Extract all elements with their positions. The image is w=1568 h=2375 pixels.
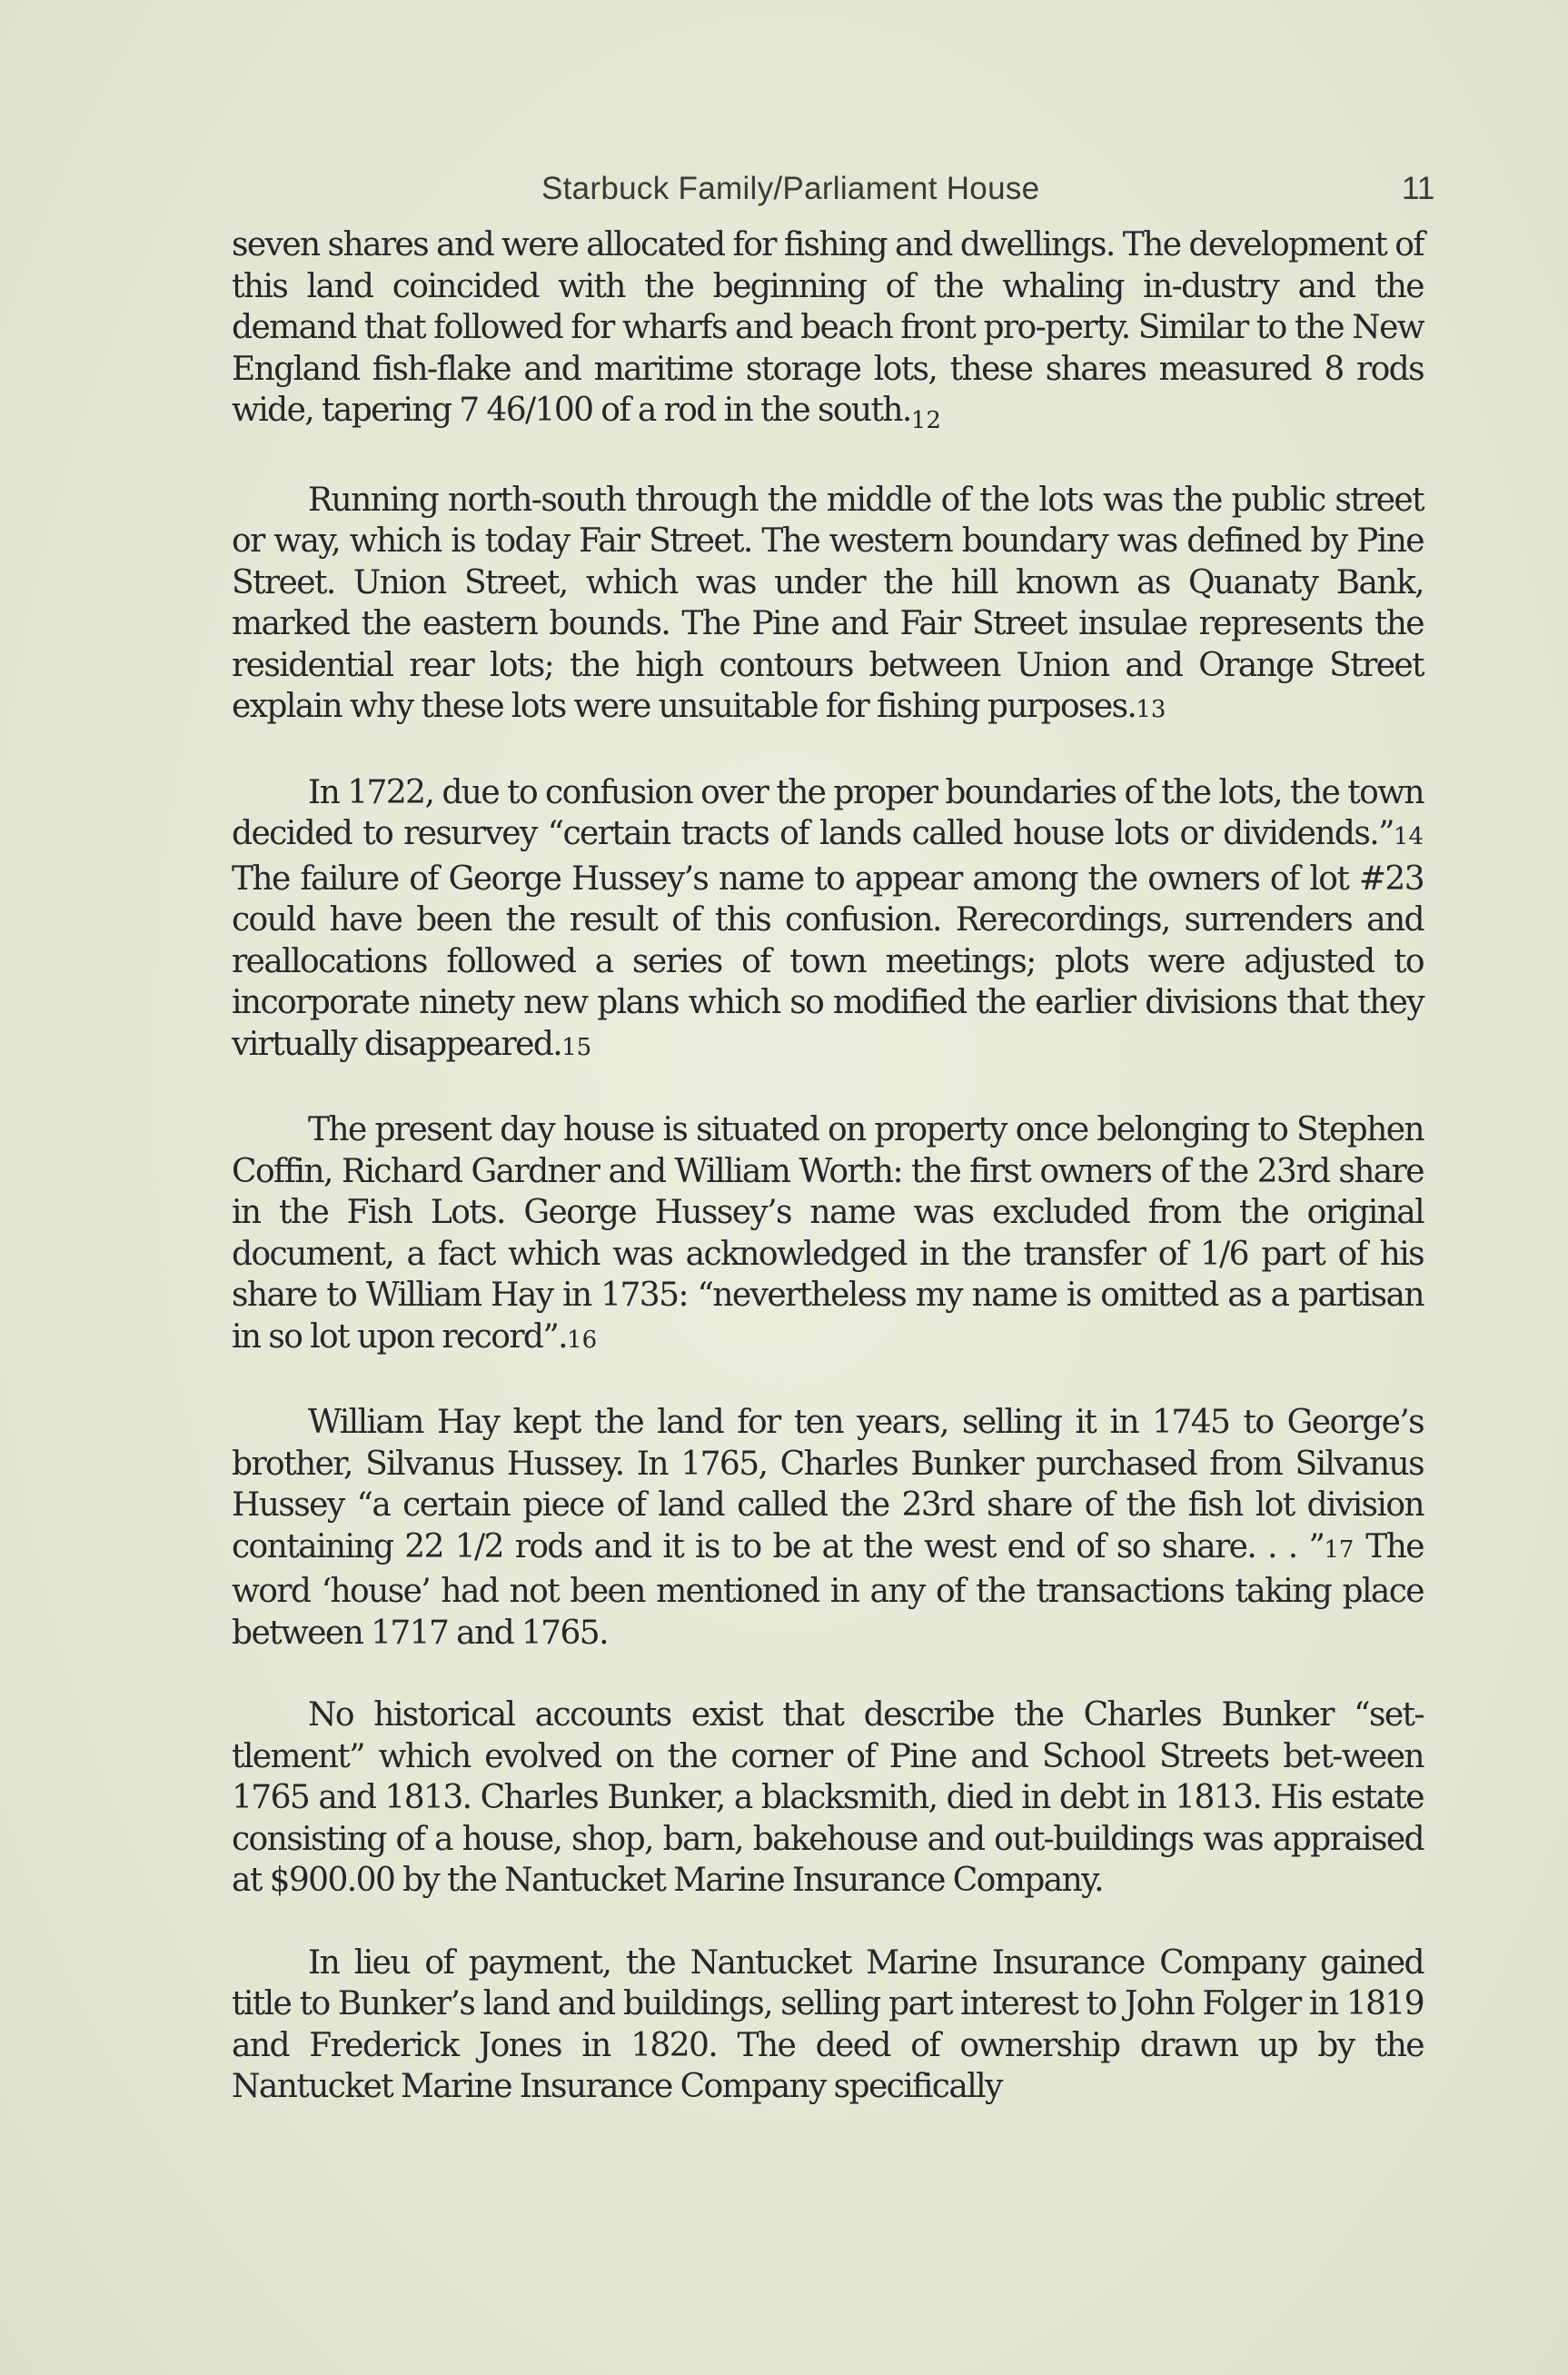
- paragraph-5-text-after: The word ‘house’ had not been mentioned in any of the transactions taking place between 1717 and 1765.: [232, 1527, 1424, 1652]
- paragraph-5-text-before: William Hay kept the land for ten years, selling it in 1745 to George’s brother, Silvanus Hussey. In 1765, Charles Bunker purchased from Silvanus Hussey “a certain piece of land called the 23rd share of the fish lot division containing 22 1/2 rods and it is to be at the west end of so share. . . ”: [232, 1404, 1424, 1565]
- paragraph-5: [232, 1402, 1424, 1654]
- paragraph-6: [232, 1694, 1424, 1902]
- footnote-ref-12: 12: [910, 407, 941, 434]
- paragraph-4: [232, 1109, 1424, 1361]
- paragraph-7-text: In lieu of payment, the Nantucket Marine Insurance Company gained title to Bunker’s land and buildings, selling part interest to John Folger in 1819 and Frederick Jones in 1820. The deed of ownership drawn up by the Nantucket Marine Insurance Company specifically: [232, 1943, 1424, 2105]
- paragraph-3-text-after: The failure of George Hussey’s name to appear among the owners of lot #23 could have been the result of this confusion. Rerecordings, surrenders and reallocations followed a series of town meetings; plots were adjusted to incorporate ninety new plans which so modified the earlier divisions that they virtually disappeared.: [232, 860, 1424, 1063]
- page-number: 11: [1402, 171, 1435, 206]
- footnote-ref-13: 13: [1136, 696, 1166, 723]
- paragraph-2: [232, 480, 1424, 731]
- footnote-ref-15: 15: [561, 1033, 592, 1061]
- paragraph-7: [232, 1943, 1424, 2108]
- paragraph-6-text: No historical accounts exist that describe the Charles Bunker “set-tlement” which evolved on the corner of Pine and School Streets bet-ween 1765 and 1813. Charles Bunker, a blacksmith, died in debt in 1813. His estate consisting of a house, shop, barn, bakehouse and out-buildings was appraised at $900.00 by the Nantucket Marine Insurance Company.: [232, 1696, 1424, 1899]
- footnote-ref-14: 14: [1393, 823, 1424, 850]
- footnote-ref-16: 16: [567, 1326, 598, 1354]
- paragraph-1-text: seven shares and were allocated for fishing and dwellings. The development of this land coincided with the beginning of the whaling in-dustry and the demand that followed for wharfs and beach front pro-perty. Similar to the New England fish-flake and maritime storage lots, these shares measured 8 rods wide, tapering 7 46/100 of a rod in the south.: [232, 226, 1424, 429]
- paragraph-2-text: Running north-south through the middle of the lots was the public street or way, which is today Fair Street. The western boundary was defined by Pine Street. Union Street, which was under the hill known as Quanaty Bank, marked the eastern bounds. The Pine and Fair Street insulae represents the residential rear lots; the high contours between Union and Orange Street explain why these lots were unsuitable for fishing purposes.: [232, 481, 1424, 725]
- running-head: Starbuck Family/Parliament House: [541, 171, 1040, 206]
- footnote-ref-17: 17: [1324, 1535, 1355, 1564]
- body-text: [232, 224, 1424, 2108]
- page-header: [0, 171, 1568, 216]
- paragraph-4-text: The present day house is situated on property once belonging to Stephen Coffin, Richard Gardner and William Worth: the first owners of the 23rd share in the Fish Lots. George Hussey’s name was excluded from the original document, a fact which was acknowledged in the transfer of 1/6 part of his share to William Hay in 1735: “nevertheless my name is omitted as a partisan in so lot upon record”.: [232, 1111, 1424, 1356]
- paragraph-1: [232, 224, 1424, 442]
- paragraph-3: [232, 772, 1424, 1069]
- paragraph-3-text-before: In 1722, due to confusion over the proper boundaries of the lots, the town decided to resurvey “certain tracts of lands called house lots or dividends.”: [232, 773, 1424, 852]
